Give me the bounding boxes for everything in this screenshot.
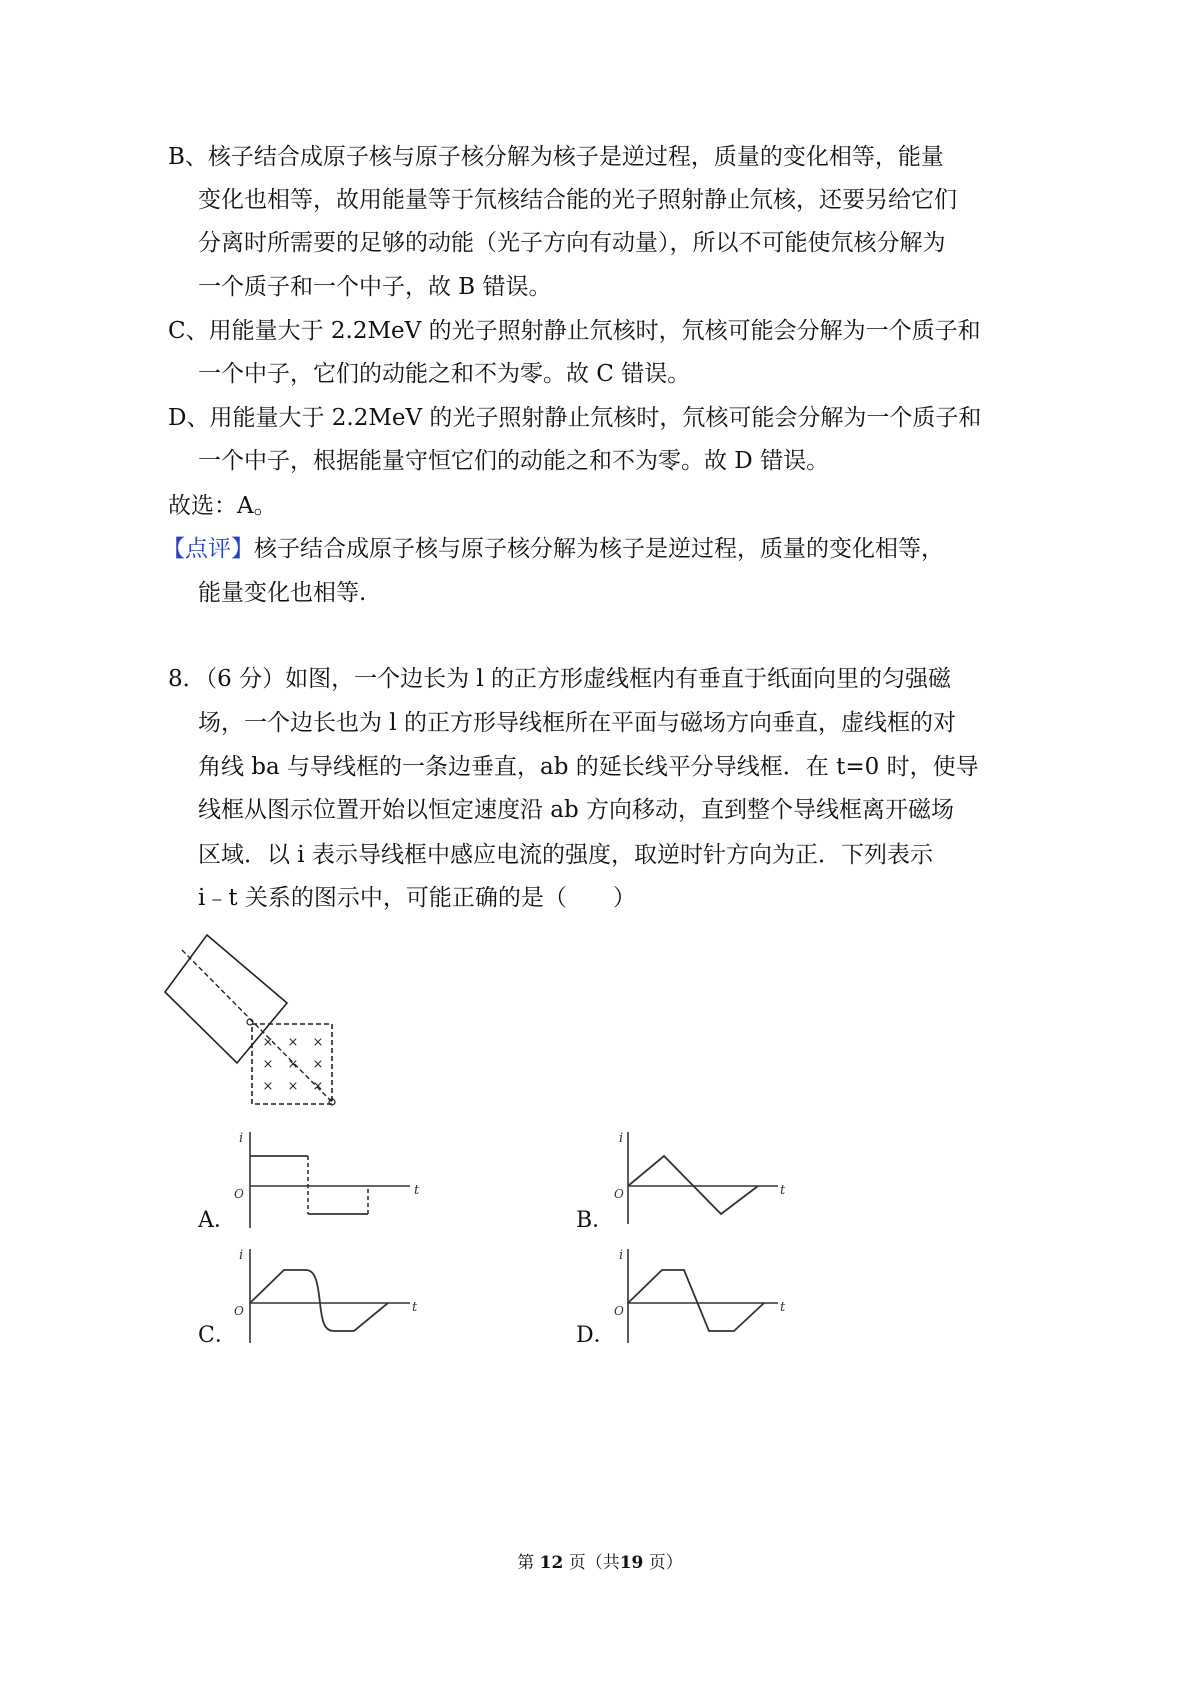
analysis-b-line-1: B、核子结合成原子核与原子核分解为核子是逆过程，质量的变化相等，能量 — [168, 144, 944, 170]
question-line-3: 角线 ba 与导线框的一条边垂直，ab 的延长线平分导线框．在 t=0 时，使导 — [198, 754, 979, 780]
answer-line: 故选：A。 — [168, 493, 277, 519]
current-curve — [628, 1156, 758, 1214]
option-a-label: A． — [198, 1208, 236, 1233]
analysis-b-line-2: 变化也相等，故用能量等于氘核结合能的光子照射静止氘核，还要另给它们 — [198, 187, 957, 213]
question-line-6: i﹣t 关系的图示中，可能正确的是（ ） — [198, 885, 636, 911]
y-axis-label: i — [239, 1248, 244, 1263]
field-x-3: × — [312, 1035, 324, 1050]
footer-suffix: 页） — [648, 1553, 683, 1573]
current-curve — [250, 1270, 388, 1331]
analysis-b-line-4: 一个质子和一个中子，故 B 错误。 — [198, 274, 552, 300]
x-axis-label: t — [414, 1183, 420, 1198]
field-x-4: × — [262, 1057, 274, 1072]
y-axis-label: i — [619, 1248, 624, 1263]
field-x-9: × — [312, 1079, 324, 1094]
option-d-graph — [606, 1245, 806, 1355]
footer-page-number: 12 — [539, 1553, 564, 1573]
origin-label: O — [234, 1304, 244, 1318]
option-b-label: B． — [576, 1208, 615, 1233]
option-c-graph — [228, 1245, 428, 1355]
field-x-5: × — [287, 1057, 299, 1072]
diagonal-dashed-line — [182, 950, 332, 1102]
analysis-d-line-1: D、用能量大于 2.2MeV 的光子照射静止氘核时，氘核可能会分解为一个质子和 — [168, 405, 982, 431]
field-x-6: × — [312, 1057, 324, 1072]
analysis-b-line-3: 分离时所需要的足够的动能（光子方向有动量），所以不可能使氘核分解为 — [198, 230, 946, 256]
footer-middle: 页（共 — [568, 1553, 620, 1573]
field-x-2: × — [287, 1035, 299, 1050]
field-x-1: × — [262, 1035, 274, 1050]
question-line-5: 区域．以 i 表示导线框中感应电流的强度，取逆时针方向为正．下列表示 — [198, 842, 933, 868]
origin-label: O — [614, 1187, 624, 1201]
field-x-8: × — [287, 1079, 299, 1094]
analysis-c-line-2: 一个中子，它们的动能之和不为零。故 C 错误。 — [198, 361, 691, 387]
current-curve — [628, 1270, 764, 1331]
option-d-label: D． — [576, 1323, 616, 1348]
footer-prefix: 第 — [517, 1553, 535, 1573]
y-axis-label: i — [619, 1131, 624, 1146]
page-footer — [0, 1550, 1200, 1576]
option-a-graph — [228, 1128, 428, 1238]
question-figure — [160, 930, 360, 1110]
field-x-7: × — [262, 1079, 274, 1094]
origin-label: O — [614, 1304, 624, 1318]
option-c-label: C． — [198, 1323, 237, 1348]
origin-label: O — [234, 1187, 244, 1201]
comment-tag: 【点评】 — [162, 536, 254, 562]
y-axis-label: i — [239, 1131, 244, 1146]
analysis-c-line-1: C、用能量大于 2.2MeV 的光子照射静止氘核时，氘核可能会分解为一个质子和 — [168, 318, 981, 344]
comment-line-2: 能量变化也相等. — [198, 580, 367, 606]
question-line-2: 场，一个边长也为 l 的正方形导线框所在平面与磁场方向垂直，虚线框的对 — [198, 710, 956, 736]
footer-total-pages: 19 — [619, 1553, 644, 1573]
comment-text-1: 核子结合成原子核与原子核分解为核子是逆过程，质量的变化相等， — [254, 536, 944, 562]
x-axis-label: t — [780, 1300, 786, 1315]
x-axis-label: t — [412, 1300, 418, 1315]
analysis-d-line-2: 一个中子，根据能量守恒它们的动能之和不为零。故 D 错误。 — [198, 448, 830, 474]
question-line-4: 线框从图示位置开始以恒定速度沿 ab 方向移动，直到整个导线框离开磁场 — [198, 797, 955, 823]
comment-line-1 — [162, 532, 944, 566]
question-line-1: 8．（6 分）如图，一个边长为 l 的正方形虚线框内有垂直于纸面向里的匀强磁 — [168, 666, 952, 692]
option-b-graph — [606, 1128, 806, 1238]
x-axis-label: t — [780, 1183, 786, 1198]
